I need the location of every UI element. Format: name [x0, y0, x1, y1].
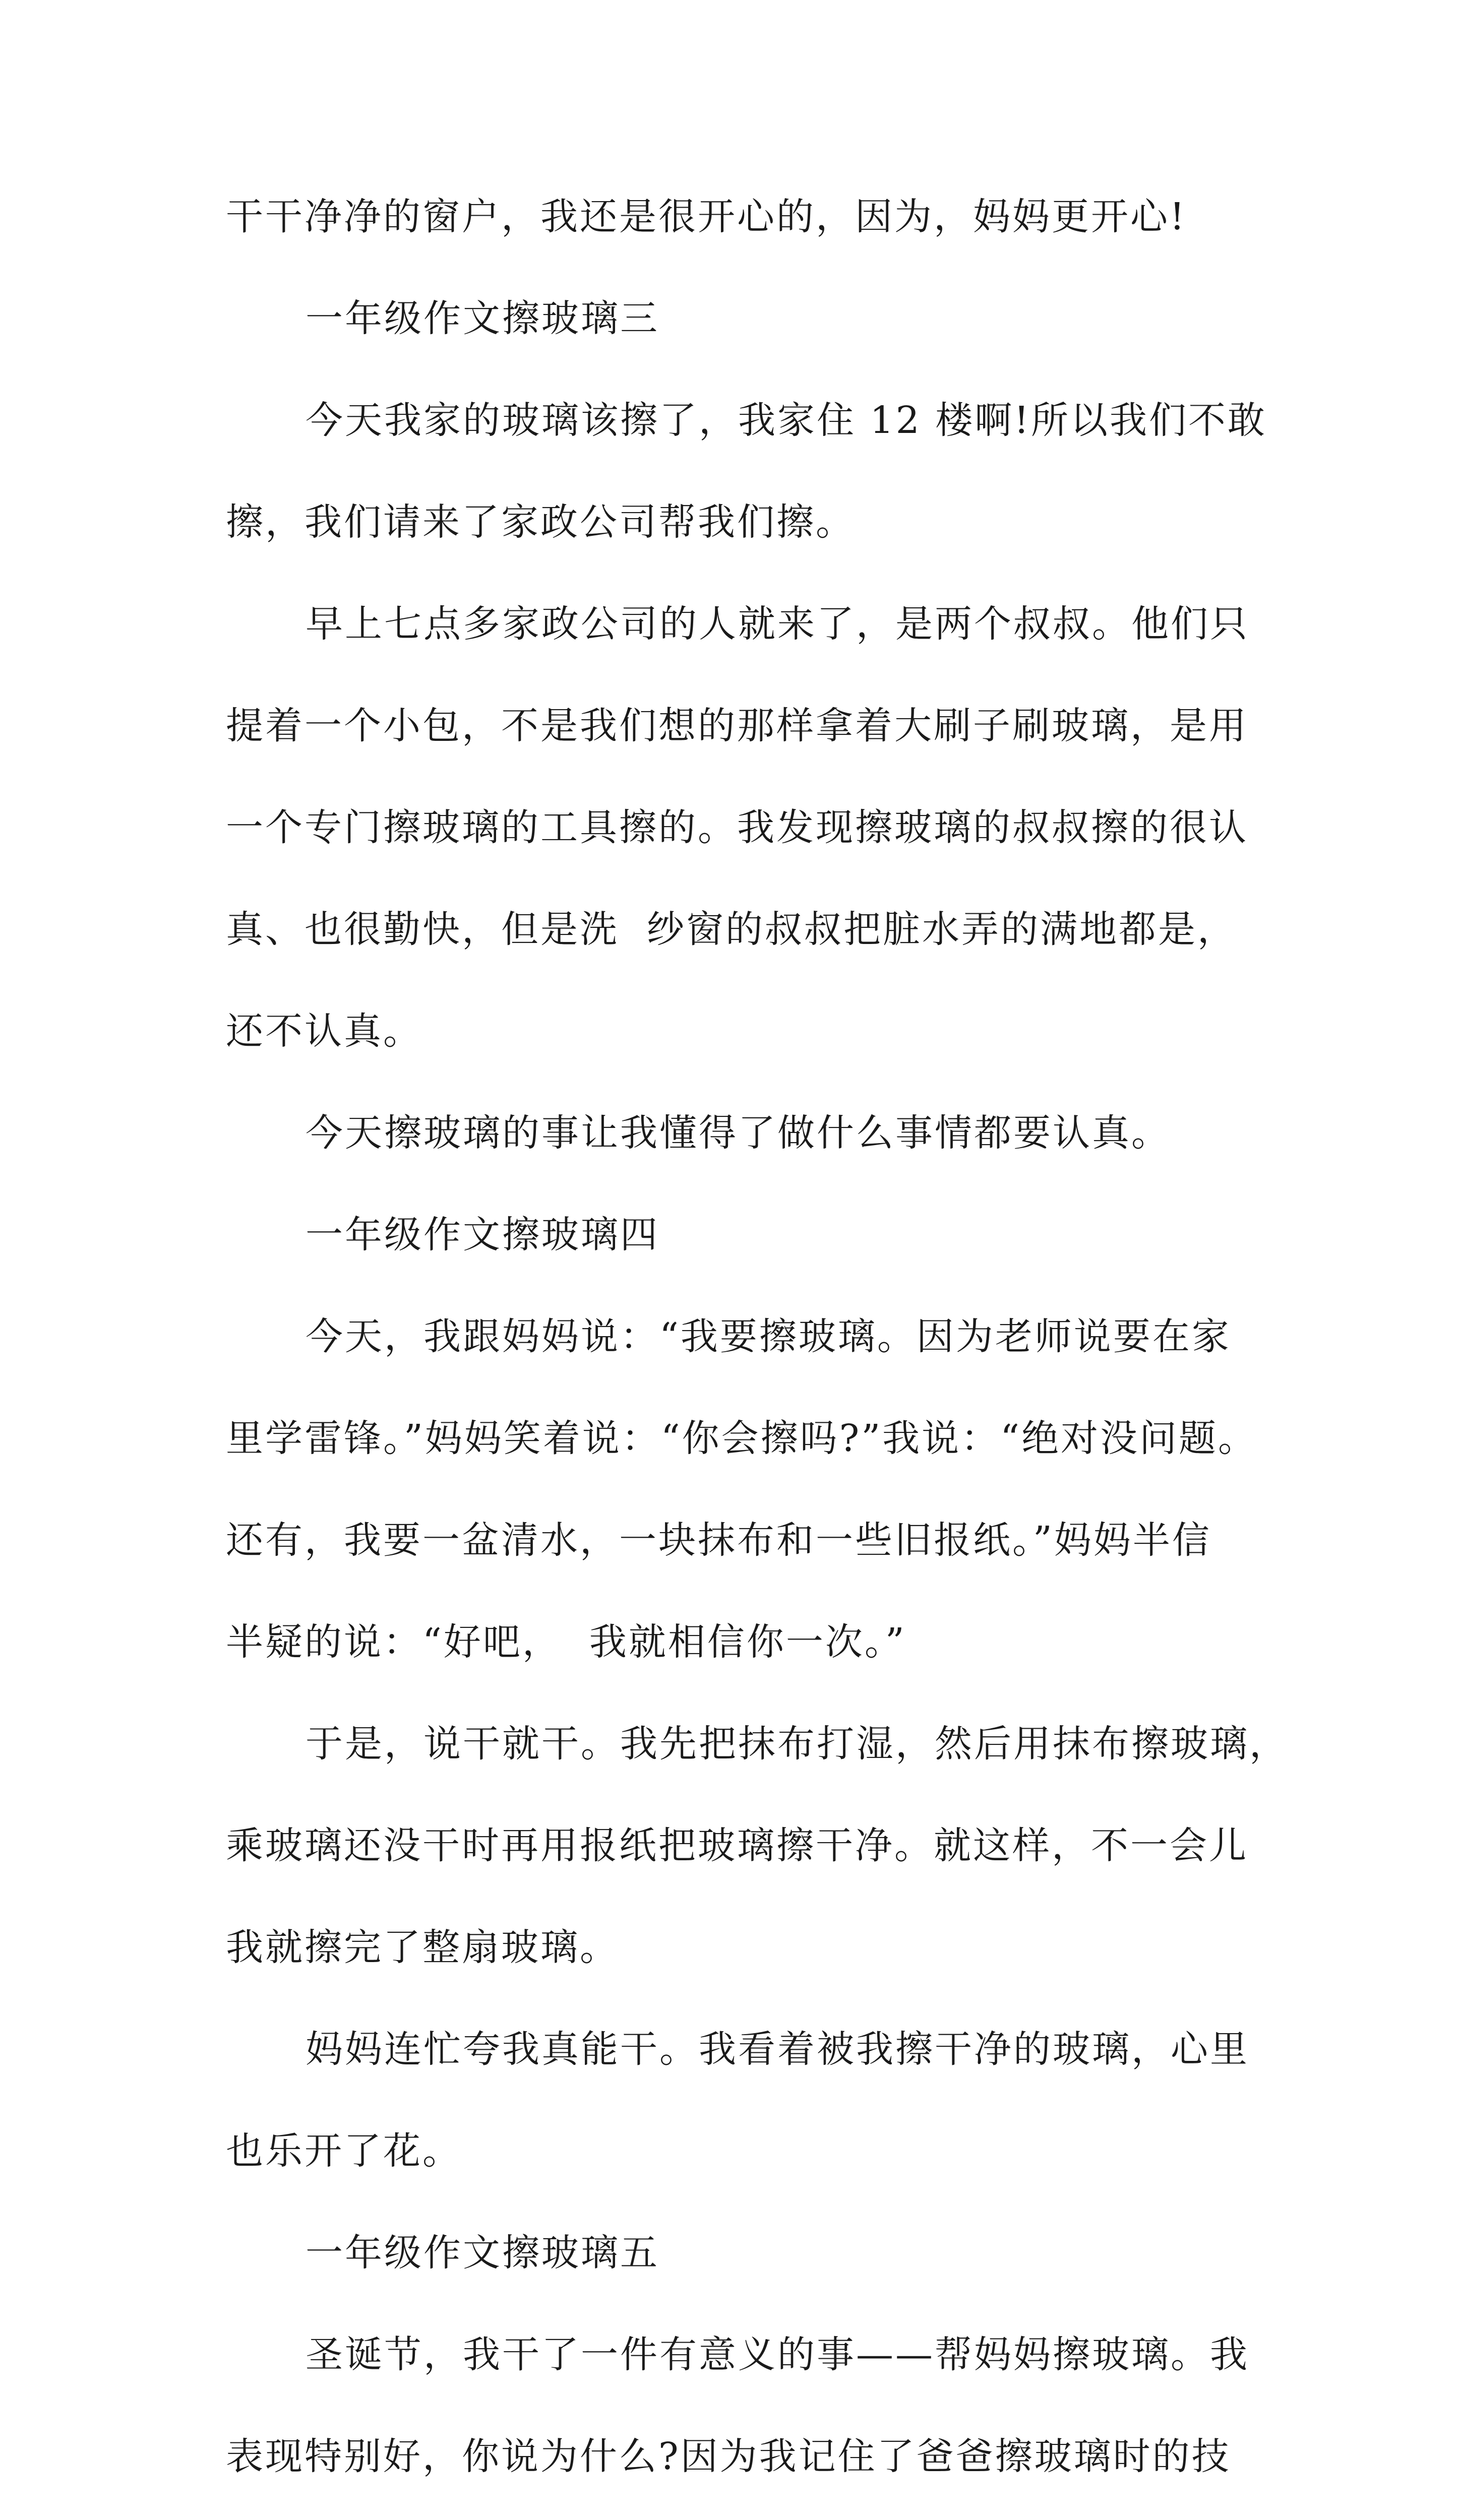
section-heading: 一年级作文擦玻璃三 [306, 297, 659, 340]
paragraph-line: 表现特别好，你说为什么?因为我记住了爸爸擦玻璃时的技 [226, 2435, 1231, 2478]
paragraph-line: 今天擦玻璃的事让我懂得了做什么事情都要认真。 [306, 1111, 1171, 1155]
paragraph-line: 真、也很勤快，但是洗 纱窗的叔叔把脏水弄的满地都是， [226, 908, 1237, 951]
paragraph-line: 乘玻璃还没干时再用报纸把玻璃擦干净。就这样，不一会儿 [226, 1824, 1248, 1867]
paragraph-line: 干干净净的窗户，我还是很开心的，因为，妈妈更开心! [226, 195, 1187, 238]
paragraph-line: 今天我家的玻璃该擦了，我家住 12 楼啊!所以我们不敢 [306, 399, 1267, 442]
paragraph-line: 圣诞节，我干了一件有意义的事——帮妈妈擦玻璃。我 [306, 2333, 1249, 2376]
paragraph-line: 妈妈连忙夸我真能干。我看着被我擦干净的玻璃，心里 [306, 2028, 1249, 2071]
paragraph-line: 一个专门擦玻璃的工具擦的。我发现擦玻璃的叔叔擦的很认 [226, 806, 1248, 849]
section-heading: 一年级作文擦玻璃五 [306, 2231, 659, 2275]
paragraph-line: 早上七点多家政公司的人就来了，是两个叔叔。他们只 [306, 602, 1249, 646]
paragraph-line: 也乐开了花。 [226, 2129, 462, 2173]
paragraph-line: 今天，我跟妈妈说：“我要擦玻璃。因为老师说要在家 [306, 1315, 1231, 1358]
paragraph-line: 还有，我要一盆清水，一块抹布和一些旧报纸。”妈妈半信 [226, 1519, 1211, 1562]
paragraph-line: 提着一个小包，不是我们想的那样拿着大刷子刷玻璃，是用 [226, 704, 1248, 747]
section-heading: 一年级作文擦玻璃四 [306, 1213, 659, 1256]
paragraph-line: 还不认真。 [226, 1010, 422, 1053]
paragraph-line: 半疑的说：“好吧， 我就相信你一次。” [226, 1620, 906, 1664]
paragraph-line: 擦，我们请来了家政公司帮我们擦。 [226, 500, 855, 544]
paragraph-line: 于是，说干就干。我先把抹布打湿，然后用抹布擦玻璃， [306, 1722, 1289, 1766]
paragraph-line: 里学雷锋。”妈妈笑着说：“你会擦吗?”我说：“绝对没问题。 [226, 1417, 1257, 1460]
essay-text [226, 181, 1289, 2520]
paragraph-line: 我就擦完了整扇玻璃。 [226, 1926, 619, 1969]
